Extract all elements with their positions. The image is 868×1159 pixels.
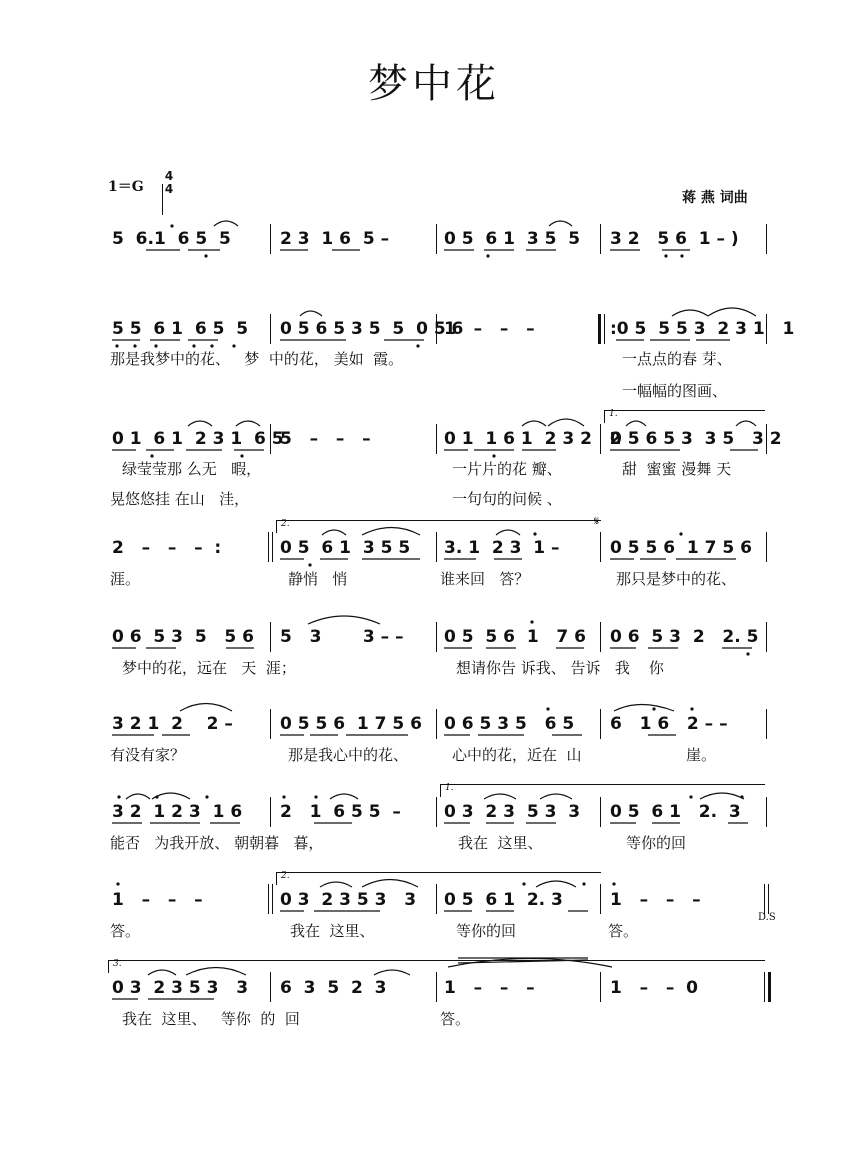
ending-bracket: 1. [440,784,765,797]
lyric-line: 涯。 [110,570,141,588]
measure: 0 5 6 5 3 5 5 0 5 6 [280,319,464,339]
measure: 2 – – – : [112,538,222,558]
lyric-line: 一句句的问候 、 [452,490,562,508]
low-dot [486,254,489,257]
measure: 1 – – – [444,978,535,998]
slur [626,421,646,426]
measure: 0 6 5 3 5 6 5 [444,714,575,734]
lyric-line: 答。 [440,1010,471,1028]
lyric-line: 绿莹莹那 么无 暇， [122,460,262,478]
slur [308,616,380,624]
octave-dot [740,795,743,798]
octave-dot [282,795,285,798]
slur [322,530,346,535]
measure: 0 1 1 6 1 2 3 2 2 [444,429,622,449]
octave-dot [530,620,533,623]
measure: 0 5 6 1 2. 3 [444,890,563,910]
measure: 6 1 6 2 – – [610,714,728,734]
measure: 0 3 2 3 5 3 3 [444,802,581,822]
low-dot [133,344,136,347]
octave-dot [679,532,682,535]
slur [126,794,150,799]
low-dot [232,344,235,347]
slur [536,881,576,887]
low-dot [154,344,157,347]
lyric-line: 能否 为我开放、 朝朝暮 暮， [110,834,324,852]
slur [214,221,238,226]
low-dot [492,454,495,457]
measure: 0 5 5 6 1 7 5 6 [280,714,422,734]
measure: 0 5 6 5 3 3 5 3 2 [610,429,782,449]
slur [700,793,744,799]
segno-icon: 𝄋 [594,514,600,528]
octave-dot [690,707,693,710]
slur [672,310,708,316]
slur [320,882,352,887]
slur [188,421,212,426]
measure: 0 5 5 6 1 7 5 6 [610,538,752,558]
lyric-line: 答。 [608,922,639,940]
low-dot [416,344,419,347]
low-dot [210,344,213,347]
measure: 1 – – – [610,890,701,910]
low-dot [204,254,207,257]
measure: 5 6.1 6 5 5 [112,229,231,249]
slur [736,421,756,426]
measure: 3 2 5 6 1 – ) [610,229,739,249]
measure: 0 5 6 1 3 5 5 [444,229,581,249]
lyric-line: 等你的回 [626,834,687,852]
octave-dot [117,795,120,798]
lyric-line: 想请你告 诉我、 告诉 我 你 [456,659,664,677]
lyric-line: 甜 蜜蜜 漫舞 天 [622,460,732,478]
dal-segno-mark: D.S [758,912,776,923]
slur [330,794,358,799]
octave-dot [205,795,208,798]
measure: 3 2 1 2 2 – [112,714,233,734]
measure: 3 2 1 2 3 1 6 [112,802,243,822]
low-dot [150,454,153,457]
slur [548,419,584,426]
lyric-line: 我在 这里、 [290,922,375,940]
key-signature: 1＝G [108,179,144,195]
octave-dot [546,707,549,710]
octave-dot [652,707,655,710]
lyric-line: 我在 这里、 等你 的 回 [122,1010,300,1028]
low-dot [240,454,243,457]
lyric-line: 那是我心中的花、 [288,746,409,764]
octave-dot [689,795,692,798]
low-dot [192,344,195,347]
lyric-line: 心中的花，近在 山 [452,746,582,764]
lyric-line: 梦中的花，远在 天 涯； [122,659,296,677]
slur [540,794,572,799]
octave-dot [522,882,525,885]
ending-bracket: 1. [604,410,765,423]
lyric-line: 答。 [110,922,141,940]
low-dot [308,563,311,566]
lyric-line: 一点点的春 芽、 [622,350,732,368]
lyric-line: 有没有家？ [110,746,186,764]
meter-top: 4 [164,169,174,183]
measure: 0 1 6 1 2 3 1 6 5 [112,429,284,449]
slur [300,311,322,316]
octave-dot [155,795,158,798]
slur [180,704,232,712]
low-dot [680,254,683,257]
low-dot [664,254,667,257]
slur [362,528,420,536]
measure: 1 – – – [444,319,535,339]
lyric-line: 静悄 悄 [288,570,348,588]
slur [374,970,410,975]
slur [614,705,674,712]
ending-bracket: 3. [108,960,765,973]
measure: 2 1 6 5 5 – [280,802,401,822]
octave-dot [612,882,615,885]
lyric-line: 那只是梦中的花、 [616,570,737,588]
slur [362,880,418,888]
measure: 5 3 3 – – [280,627,404,647]
measure: 0 3 2 3 5 3 3 [280,890,417,910]
octave-dot [116,882,119,885]
lyric-line: 谁来回 答？ [440,570,530,588]
measure: 0 5 6 1 2. 3 [610,802,741,822]
song-title: 梦中花 [368,61,500,107]
lyric-line: 一幅幅的图画、 [622,382,728,400]
measure: 5 5 6 1 6 5 5 [112,319,249,339]
ending-bracket: 2. [276,520,601,533]
measure: 0 6 5 3 2 2. 5 [610,627,759,647]
octave-dot [314,795,317,798]
slur [708,308,756,316]
octave-dot [170,224,173,227]
measure: 3. 1 2 3 1 – [444,538,560,558]
octave-dot [533,532,536,535]
measure: 0 6 5 3 5 5 6 [112,627,254,647]
measure: 0 3 2 3 5 3 3 [112,978,249,998]
meter-bottom: 4 [164,182,174,196]
slur [148,970,176,975]
slur [236,421,260,426]
measure: 1 – – – [112,890,203,910]
measure: 0 5 5 6 1 7 6 [444,627,586,647]
low-dot [115,344,118,347]
author-credit: 蒋 燕 词曲 [682,190,748,206]
measure: 5 – – – [280,429,371,449]
lyric-line: 我在 这里、 [458,834,543,852]
lyric-line: 晃悠悠挂 在山 洼， [110,490,250,508]
lyric-line: 等你的回 [456,922,517,940]
lyric-line: 崖。 [686,746,717,764]
ending-bracket: 2. [276,872,601,885]
measure: 1 – – 0 [610,978,699,998]
slur [186,968,246,976]
slur [496,530,520,535]
lyric-line: 那是我梦中的花、 梦 中的花， 美如 霞。 [110,350,404,368]
slur [522,421,546,426]
measure: 0 5 6 1 3 5 5 [280,538,411,558]
low-dot [746,652,749,655]
lyric-line: 一片片的花 瓣、 [452,460,562,478]
slur [484,794,516,799]
octave-dot [582,882,585,885]
measure: 2 3 1 6 5 – [280,229,390,249]
measure: 6 3 5 2 3 [280,978,387,998]
slur [549,221,572,226]
measure: :0 5 5 5 3 2 3 1 1 [610,319,795,339]
